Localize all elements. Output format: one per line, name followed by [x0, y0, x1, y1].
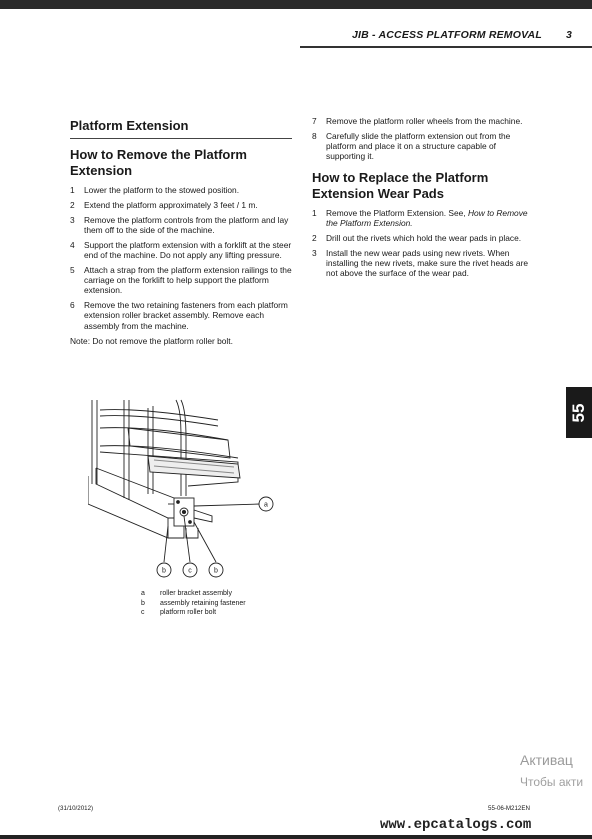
- page-top-border: [0, 0, 592, 9]
- legend-text: platform roller bolt: [160, 609, 217, 616]
- step-number: 3: [70, 214, 75, 225]
- legend-row: [141, 608, 246, 618]
- step-text: [326, 208, 537, 229]
- left-column: [70, 118, 292, 346]
- step-number: 1: [70, 185, 75, 195]
- list-item: [312, 131, 537, 162]
- list-item: [312, 116, 537, 126]
- legend-row: [141, 589, 246, 599]
- footer-doc-code: 55-06-M212EN: [488, 805, 530, 812]
- step-number: 4: [70, 239, 75, 250]
- header-title: JIB - ACCESS PLATFORM REMOVAL: [352, 29, 542, 41]
- figure-legend: [141, 589, 246, 618]
- step-number: 6: [70, 300, 75, 311]
- remove-steps-list: [70, 185, 292, 331]
- step-text: Lower the platform to the stowed position.: [84, 185, 240, 195]
- callout-b: b: [162, 567, 166, 575]
- step-number: 2: [312, 232, 317, 243]
- list-item: [70, 265, 292, 296]
- step-text: Remove the two retaining fasteners from each platform extension roller bracket assembly. Remove each assembly from the machine.: [84, 300, 288, 331]
- list-item: [312, 233, 537, 243]
- step-text: Attach a strap from the platform extension railings to the carriage on the forklift to help support the platform extension.: [84, 264, 292, 296]
- callout-b2: b: [214, 567, 218, 575]
- step-number: 2: [70, 199, 75, 210]
- replace-steps-list: [312, 208, 537, 279]
- list-item: [70, 240, 292, 261]
- step-text: Install the new wear pads using new rivets. When installing the new rivets, make sure the rivet heads are not above the surface of the wear pad.: [326, 247, 529, 279]
- step-number: 5: [70, 264, 75, 275]
- legend-key: a: [141, 590, 145, 597]
- note-text: Note: Do not remove the platform roller bolt.: [70, 335, 233, 346]
- section-tab: [566, 387, 592, 438]
- legend-text: assembly retaining fastener: [160, 599, 246, 607]
- step-text: Extend the platform approximately 3 feet / 1 m.: [84, 199, 258, 210]
- page-number: 3: [566, 29, 572, 41]
- section-title: Platform Extension: [70, 118, 292, 139]
- platform-illustration: [88, 398, 288, 583]
- callout-c: c: [188, 567, 192, 575]
- right-column: [312, 116, 537, 283]
- footer-date: (31/10/2012): [58, 805, 94, 812]
- activation-watermark-line2: Чтобы акти: [520, 775, 584, 789]
- list-item: [312, 248, 537, 279]
- callout-a: a: [264, 501, 268, 509]
- activation-watermark-line1: Активац: [520, 752, 573, 768]
- step-number: 3: [312, 247, 317, 258]
- list-item: [70, 185, 292, 195]
- subheading-remove: How to Remove the Platform Extension: [70, 147, 247, 178]
- subheading-replace: How to Replace the Platform Extension Wear Pads: [312, 169, 489, 201]
- list-item: [70, 200, 292, 210]
- cross-reference-link[interactable]: How to Remove the Platform Extension.: [326, 207, 528, 228]
- list-item: [70, 300, 292, 331]
- step-text-plain: Remove the Platform Extension. See,: [326, 207, 468, 218]
- list-item: [312, 208, 537, 229]
- step-text: Remove the platform roller wheels from the machine.: [326, 116, 523, 126]
- platform-drawing: [88, 398, 288, 583]
- step-number: 7: [312, 116, 317, 126]
- legend-key: c: [141, 609, 145, 616]
- list-item: [70, 215, 292, 236]
- step-text: Remove the platform controls from the platform and lay them off to the side of the machine.: [84, 214, 289, 235]
- step-text: Support the platform extension with a forklift at the steer end of the machine. Do not apply any lifting pressure.: [84, 239, 292, 260]
- section-tab-label: 55: [569, 403, 588, 422]
- step-number: 8: [312, 130, 317, 141]
- page-bottom-edge: [0, 835, 592, 839]
- remove-steps-continued: [312, 116, 537, 162]
- step-text: Carefully slide the platform extension out from the platform and place it on a structure capable of supporting it.: [326, 130, 511, 162]
- legend-text: roller bracket assembly: [160, 590, 232, 597]
- legend-row: [141, 599, 246, 609]
- header-rule: [300, 46, 592, 48]
- site-link[interactable]: www.epcatalogs.com: [380, 817, 532, 833]
- step-number: 1: [312, 207, 317, 218]
- legend-key: b: [141, 599, 145, 607]
- step-text: Drill out the rivets which hold the wear pads in place.: [326, 232, 522, 243]
